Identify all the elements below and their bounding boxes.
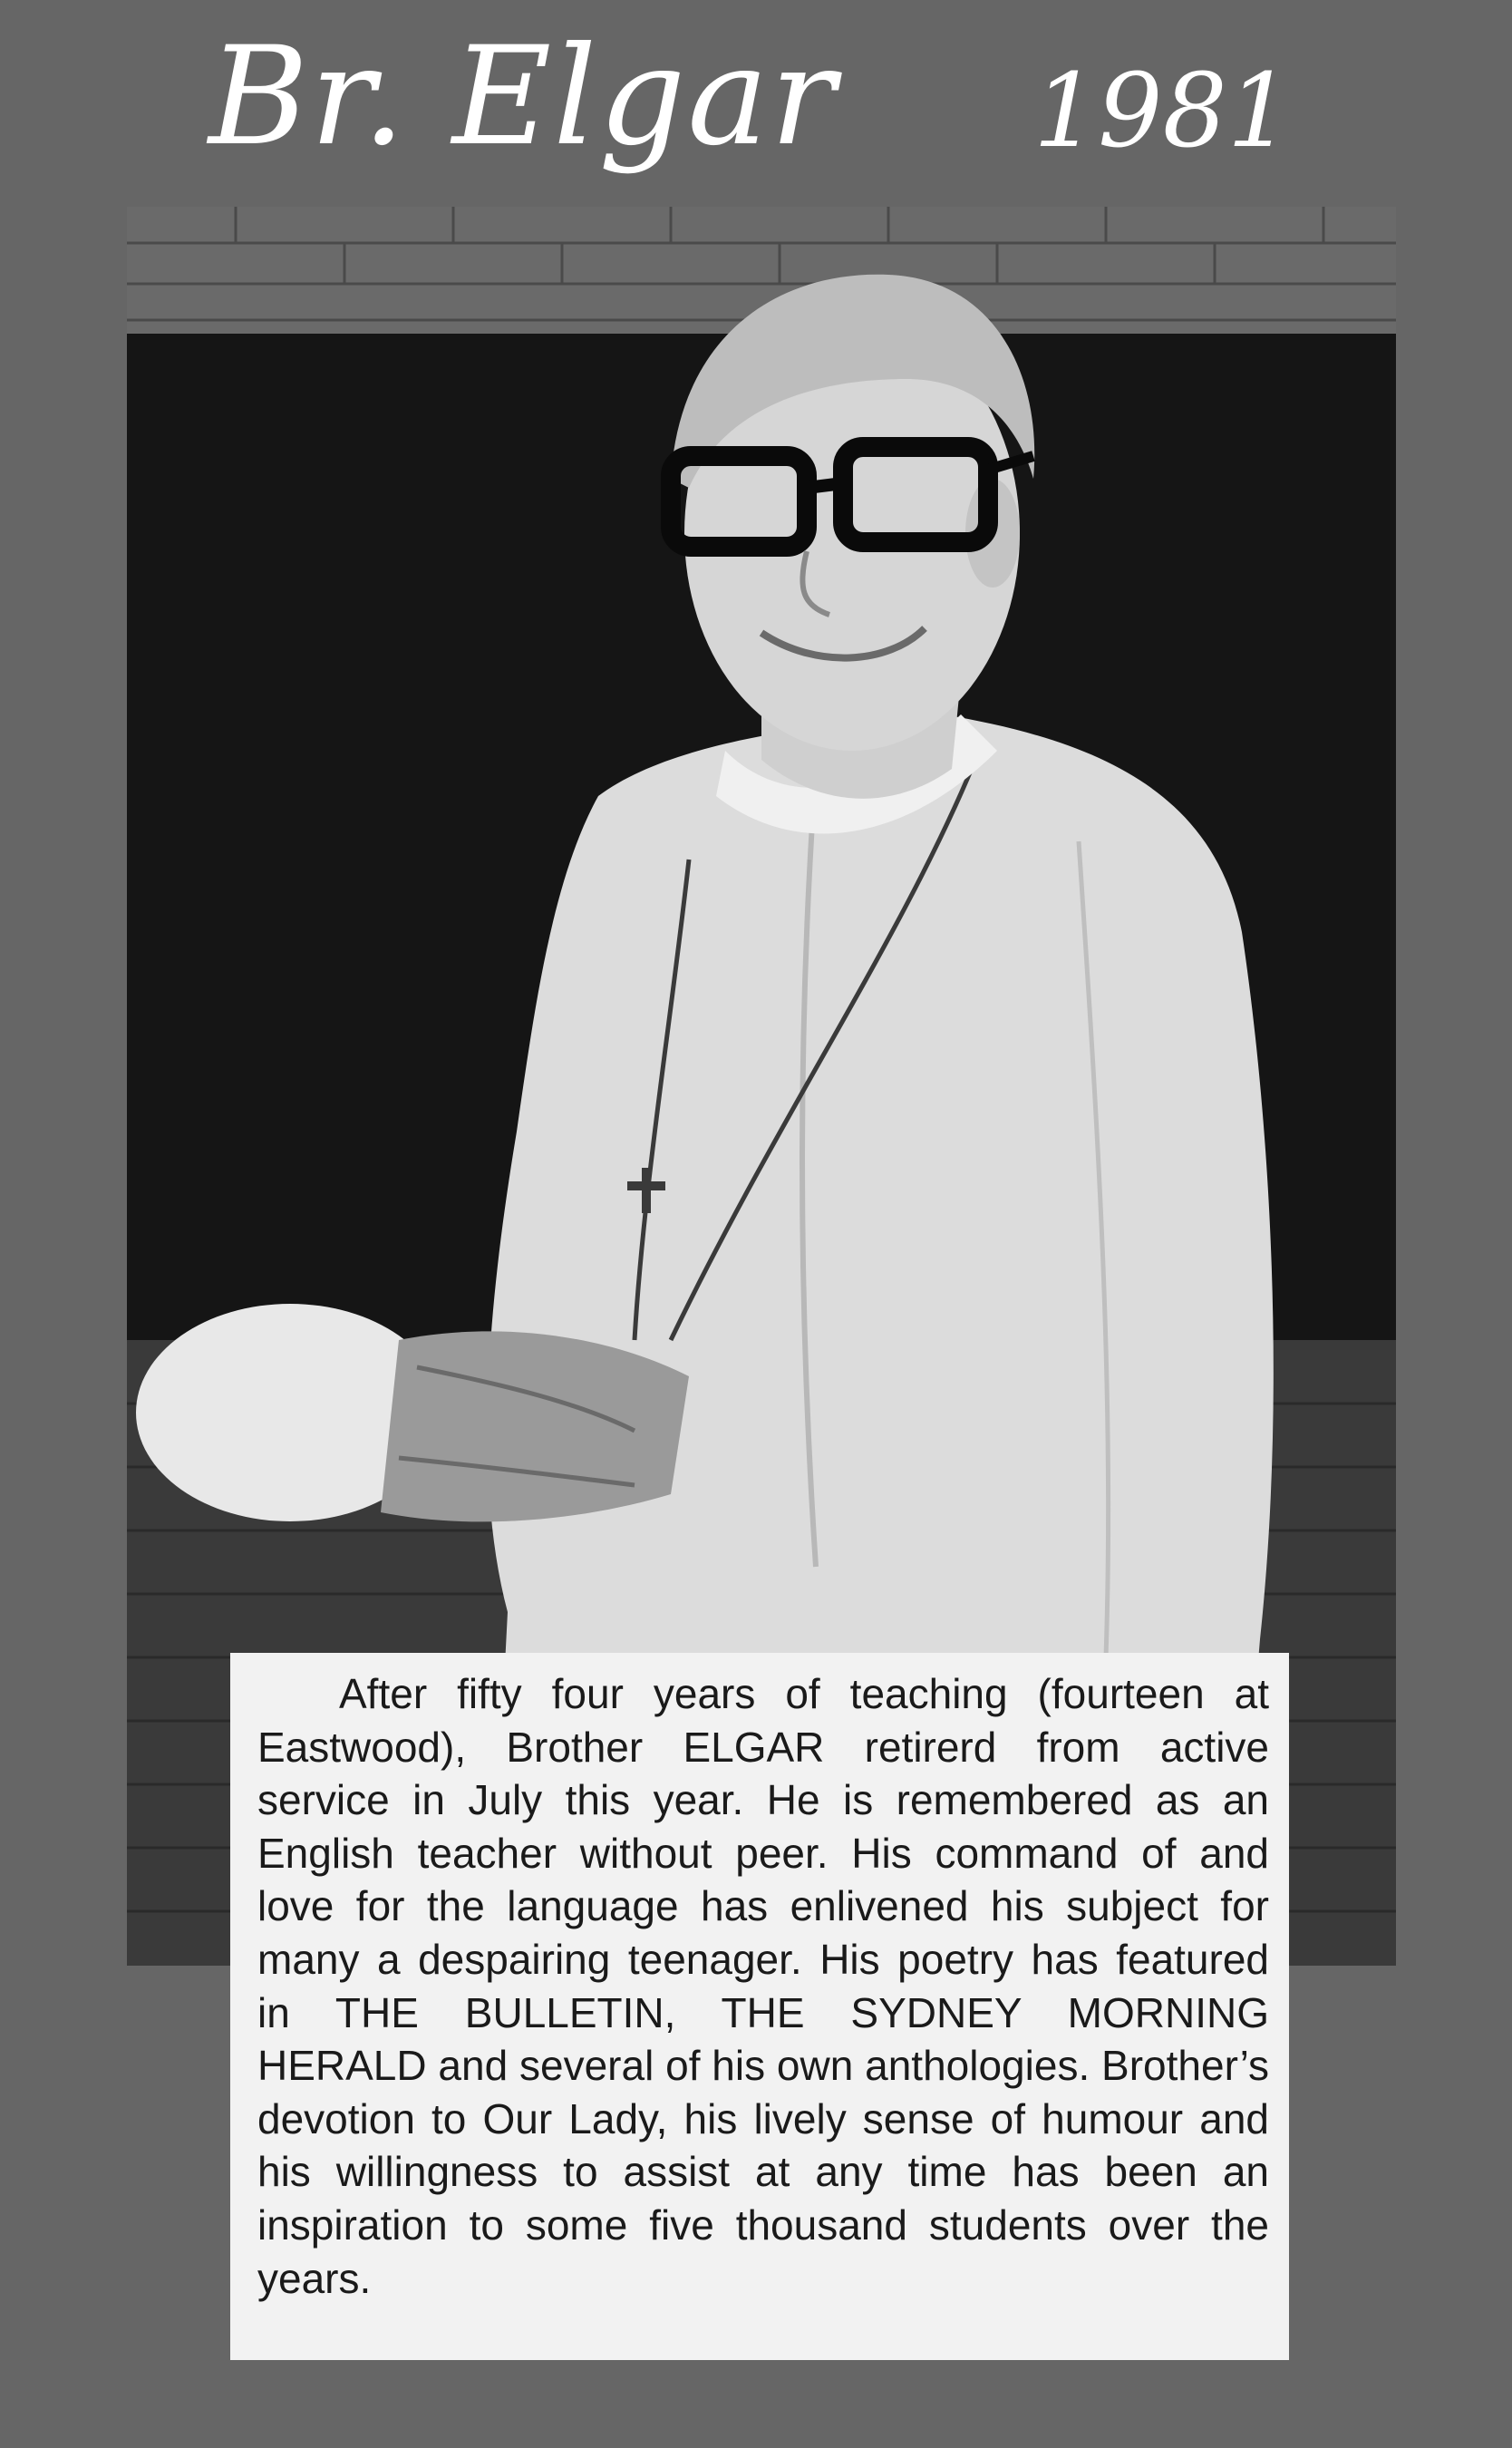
title-name: Br. Elgar — [208, 18, 838, 176]
caption-box — [230, 1653, 1289, 2360]
title-year: 1981 — [1033, 53, 1293, 170]
page-title — [0, 18, 1512, 209]
caption-text: After fifty four years of teaching (fourteen at Eastwood), Brother ELGAR retirerd from active service in July this year. He is remembered as an English teacher without peer. His command of and love for the language has enlivened his subject for many a despairing teenager. His poetry has featured in THE BULLETIN, THE SYDNEY MORNING HERALD and several of his own anthologies. Brother’s devotion to Our Lady, his lively sense of humour and his willingness to assist at any time has been an inspiration to some five thousand students over the years. — [257, 1670, 1269, 2302]
